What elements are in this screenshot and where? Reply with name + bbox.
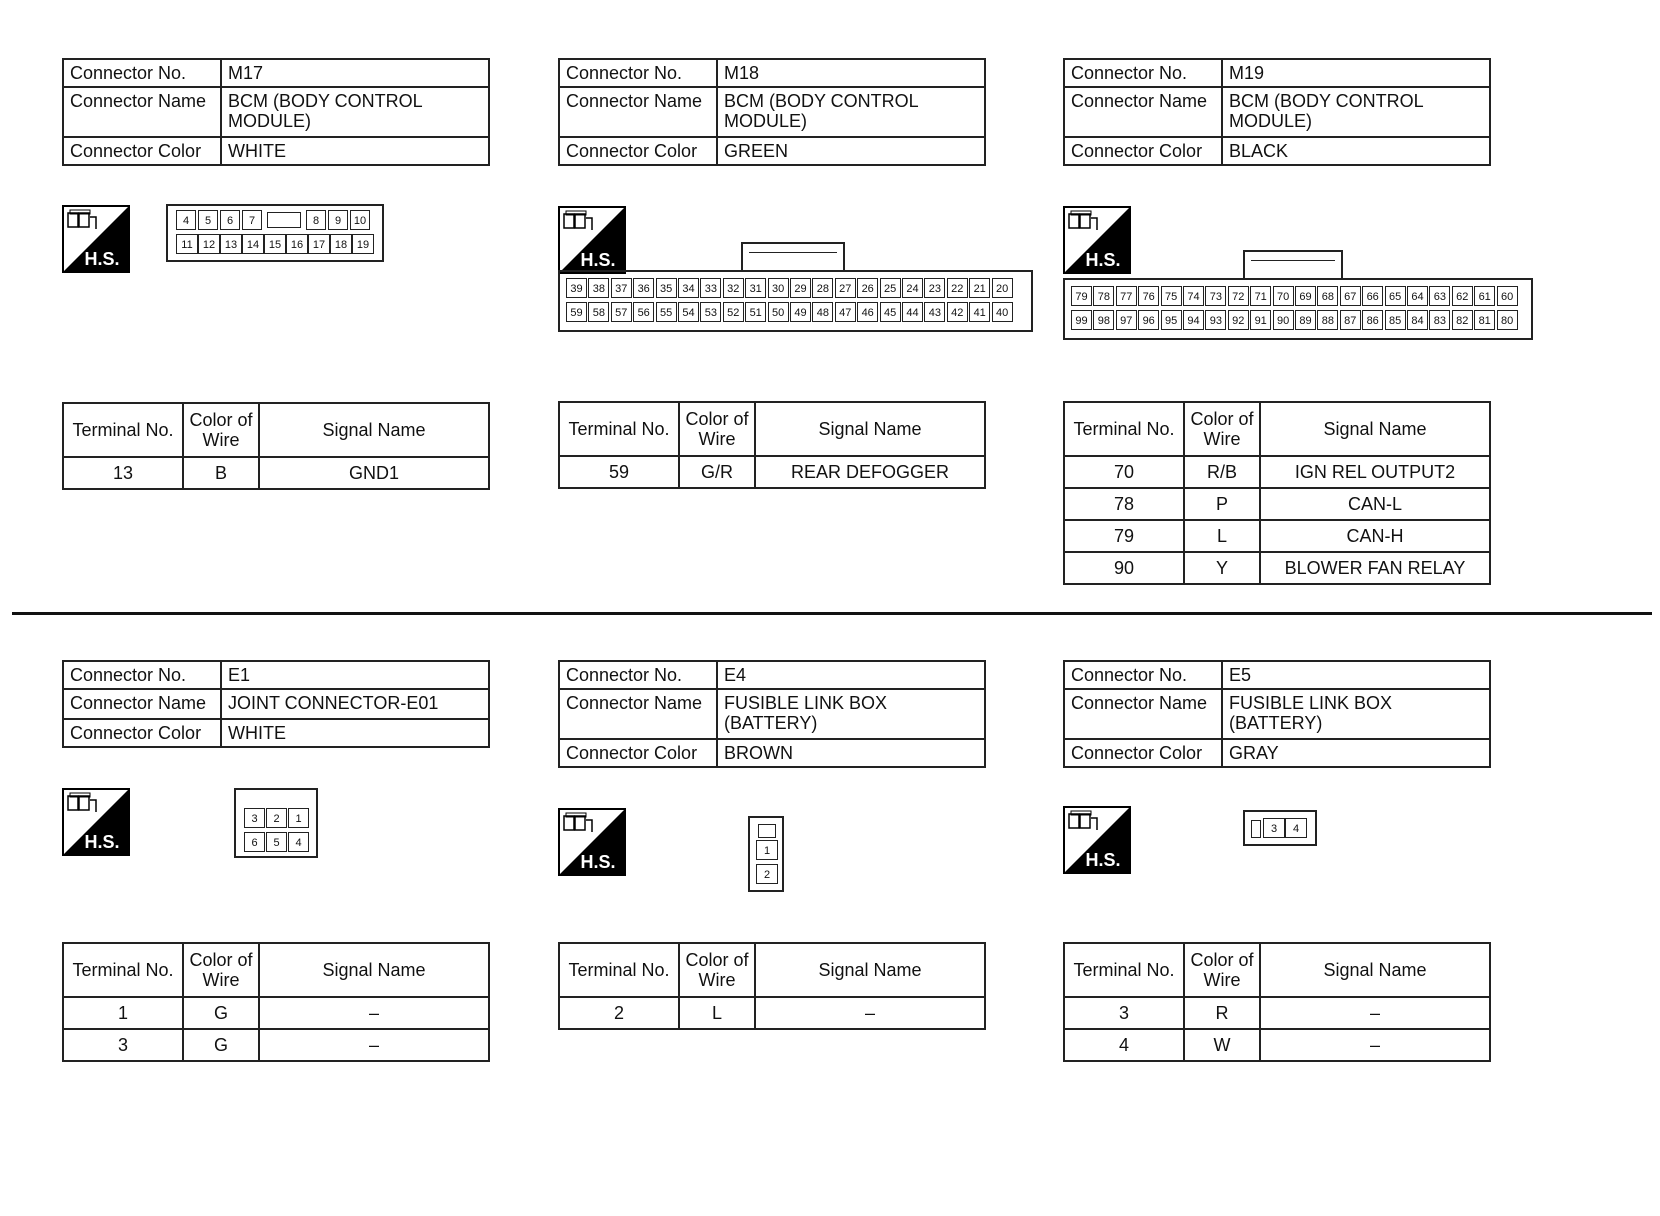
connector-no-row xyxy=(1064,661,1490,689)
connector-pin: 62 xyxy=(1452,286,1473,306)
connector-no-label: Connector No. xyxy=(559,59,717,87)
terminal-no-cell: 3 xyxy=(63,1029,183,1061)
signal-name-cell: – xyxy=(259,1029,489,1061)
latch-arrow xyxy=(1251,260,1335,261)
connector-name-label: Connector Name xyxy=(63,87,221,137)
connector-pin: 79 xyxy=(1071,286,1092,306)
signal-name-cell: IGN REL OUTPUT2 xyxy=(1260,456,1490,488)
connector-pin: 5 xyxy=(198,210,218,230)
table-row xyxy=(1064,520,1490,552)
connector-pin: 40 xyxy=(992,302,1013,322)
connector-pin: 39 xyxy=(566,278,587,298)
hs-label: H.S. xyxy=(1085,850,1121,870)
terminal-table-header xyxy=(63,943,489,997)
table-row xyxy=(559,456,985,488)
connector-latch xyxy=(741,242,845,272)
wire-color-cell: G xyxy=(183,1029,259,1061)
connector-name-row xyxy=(63,689,489,719)
wire-color-cell: R/B xyxy=(1184,456,1260,488)
connector-block-e1 xyxy=(62,660,532,1080)
connector-pin: 82 xyxy=(1452,310,1473,330)
connector-pin: 42 xyxy=(947,302,968,322)
connector-pin: 44 xyxy=(902,302,923,322)
connector-pin: 73 xyxy=(1205,286,1226,306)
connector-pin: 2 xyxy=(266,808,287,828)
connector-no-label: Connector No. xyxy=(559,661,717,689)
hs-label: H.S. xyxy=(1085,250,1121,270)
connector-face xyxy=(1063,278,1533,340)
connector-pin: 2 xyxy=(756,864,778,884)
connector-pin: 54 xyxy=(678,302,699,322)
connector-color-row xyxy=(1064,739,1490,767)
connector-face-e1 xyxy=(234,788,318,858)
terminal-table xyxy=(62,402,490,490)
connector-pin: 28 xyxy=(812,278,833,298)
wire-color-cell: B xyxy=(183,457,259,489)
connector-color-label: Connector Color xyxy=(63,137,221,165)
connector-latch xyxy=(1243,250,1343,280)
connector-pin: 61 xyxy=(1474,286,1495,306)
connector-pin: 92 xyxy=(1228,310,1249,330)
connector-pin: 23 xyxy=(924,278,945,298)
connector-no-value: M17 xyxy=(221,59,489,87)
connector-info-table xyxy=(1063,660,1491,768)
connector-pin: 17 xyxy=(308,234,330,254)
connector-pin: 4 xyxy=(176,210,196,230)
connector-pin: 7 xyxy=(242,210,262,230)
table-row xyxy=(559,997,985,1029)
table-row xyxy=(1064,456,1490,488)
connector-pin: 99 xyxy=(1071,310,1092,330)
connector-pin: 53 xyxy=(700,302,721,322)
connector-pin: 52 xyxy=(723,302,744,322)
connector-pin: 55 xyxy=(656,302,677,322)
connector-name-row xyxy=(559,689,985,739)
connector-pin: 8 xyxy=(306,210,326,230)
connector-no-value: E1 xyxy=(221,661,489,689)
connector-pin: 6 xyxy=(244,832,265,852)
signal-name-header: Signal Name xyxy=(755,943,985,997)
table-row xyxy=(63,997,489,1029)
terminal-no-header: Terminal No. xyxy=(559,943,679,997)
connector-pin: 58 xyxy=(588,302,609,322)
connector-pin: 4 xyxy=(288,832,309,852)
signal-name-cell: BLOWER FAN RELAY xyxy=(1260,552,1490,584)
connector-name-label: Connector Name xyxy=(559,689,717,739)
connector-name-value: BCM (BODY CONTROL MODULE) xyxy=(717,87,985,137)
connector-block-e4 xyxy=(558,660,1028,1080)
connector-pin: 9 xyxy=(328,210,348,230)
connector-color-row xyxy=(559,137,985,165)
latch-arrow xyxy=(749,252,837,253)
connector-no-value: M19 xyxy=(1222,59,1490,87)
connector-no-label: Connector No. xyxy=(63,661,221,689)
connector-pin: 22 xyxy=(947,278,968,298)
connector-name-value: BCM (BODY CONTROL MODULE) xyxy=(221,87,489,137)
terminal-table xyxy=(62,942,490,1062)
connector-pin: 59 xyxy=(566,302,587,322)
terminal-table-header xyxy=(63,403,489,457)
connector-pin: 18 xyxy=(330,234,352,254)
connector-pin: 72 xyxy=(1228,286,1249,306)
connector-pin: 70 xyxy=(1273,286,1294,306)
color-of-wire-header: Color of Wire xyxy=(679,943,755,997)
terminal-table-header xyxy=(559,402,985,456)
hs-harness-side-icon xyxy=(62,205,130,273)
hs-harness-side-icon xyxy=(1063,206,1131,274)
hs-harness-side-icon xyxy=(62,788,130,856)
connector-pin: 41 xyxy=(969,302,990,322)
connector-pin: 75 xyxy=(1161,286,1182,306)
connector-color-row xyxy=(63,137,489,165)
connector-pin: 68 xyxy=(1317,286,1338,306)
connector-pin: 19 xyxy=(352,234,374,254)
color-of-wire-header: Color of Wire xyxy=(1184,943,1260,997)
connector-name-label: Connector Name xyxy=(1064,689,1222,739)
connector-no-row xyxy=(1064,59,1490,87)
connector-pin: 15 xyxy=(264,234,286,254)
terminal-no-header: Terminal No. xyxy=(63,403,183,457)
connector-face-e4 xyxy=(748,816,784,892)
connector-pin: 5 xyxy=(266,832,287,852)
wire-color-cell: R xyxy=(1184,997,1260,1029)
connector-pin: 85 xyxy=(1385,310,1406,330)
signal-name-header: Signal Name xyxy=(259,403,489,457)
signal-name-header: Signal Name xyxy=(259,943,489,997)
connector-pin: 90 xyxy=(1273,310,1294,330)
connector-pin: 84 xyxy=(1407,310,1428,330)
connector-info-table xyxy=(62,58,490,166)
signal-name-header: Signal Name xyxy=(755,402,985,456)
terminal-no-cell: 1 xyxy=(63,997,183,1029)
hs-harness-side-icon xyxy=(1063,806,1131,874)
connector-pin: 57 xyxy=(611,302,632,322)
connector-pin: 80 xyxy=(1497,310,1518,330)
connector-pin: 33 xyxy=(700,278,721,298)
connector-pin: 10 xyxy=(350,210,370,230)
wire-color-cell: P xyxy=(1184,488,1260,520)
wire-color-cell: L xyxy=(679,997,755,1029)
hs-label: H.S. xyxy=(580,250,616,270)
connector-pin: 3 xyxy=(244,808,265,828)
connector-pin: 93 xyxy=(1205,310,1226,330)
connector-pin: 97 xyxy=(1116,310,1137,330)
connector-name-row xyxy=(559,87,985,137)
connector-info-table xyxy=(558,58,986,166)
color-of-wire-header: Color of Wire xyxy=(183,943,259,997)
connector-pin: 69 xyxy=(1295,286,1316,306)
connector-color-row xyxy=(63,719,489,747)
terminal-no-cell: 4 xyxy=(1064,1029,1184,1061)
table-row xyxy=(63,457,489,489)
signal-name-cell: – xyxy=(1260,1029,1490,1061)
table-row xyxy=(1064,552,1490,584)
connector-pin: 50 xyxy=(768,302,789,322)
connector-pin: 14 xyxy=(242,234,264,254)
connector-latch xyxy=(1251,820,1261,838)
terminal-table-header xyxy=(559,943,985,997)
signal-name-header: Signal Name xyxy=(1260,943,1490,997)
connector-name-row xyxy=(63,87,489,137)
connector-face-m17 xyxy=(166,204,384,262)
connector-pin: 46 xyxy=(857,302,878,322)
signal-name-cell: CAN-H xyxy=(1260,520,1490,552)
connector-block-e5 xyxy=(1063,660,1533,1080)
table-row xyxy=(1064,997,1490,1029)
connector-no-value: E4 xyxy=(717,661,985,689)
connector-pin: 26 xyxy=(857,278,878,298)
terminal-table xyxy=(558,942,986,1030)
connector-latch xyxy=(758,824,776,838)
connector-color-row xyxy=(559,739,985,767)
connector-pin: 13 xyxy=(220,234,242,254)
connector-pin: 6 xyxy=(220,210,240,230)
connector-no-value: E5 xyxy=(1222,661,1490,689)
terminal-no-cell: 2 xyxy=(559,997,679,1029)
terminal-no-cell: 79 xyxy=(1064,520,1184,552)
connector-pin: 77 xyxy=(1116,286,1137,306)
table-row xyxy=(63,1029,489,1061)
connector-pin: 51 xyxy=(745,302,766,322)
connector-pin: 96 xyxy=(1138,310,1159,330)
connector-pin: 47 xyxy=(835,302,856,322)
terminal-table-header xyxy=(1064,943,1490,997)
terminal-no-header: Terminal No. xyxy=(1064,402,1184,456)
wire-color-cell: Y xyxy=(1184,552,1260,584)
connector-pin: 95 xyxy=(1161,310,1182,330)
signal-name-cell: – xyxy=(755,997,985,1029)
connector-color-value: WHITE xyxy=(221,137,489,165)
color-of-wire-header: Color of Wire xyxy=(679,402,755,456)
connector-pin: 63 xyxy=(1429,286,1450,306)
connector-name-label: Connector Name xyxy=(1064,87,1222,137)
connector-face-e5 xyxy=(1243,810,1317,846)
connector-block-m19 xyxy=(1063,58,1533,598)
connector-color-value: GREEN xyxy=(717,137,985,165)
connector-pin: 37 xyxy=(611,278,632,298)
connector-color-row xyxy=(1064,137,1490,165)
connector-no-row xyxy=(63,59,489,87)
terminal-table-header xyxy=(1064,402,1490,456)
hs-label: H.S. xyxy=(84,249,120,269)
connector-pin: 45 xyxy=(880,302,901,322)
connector-color-value: BLACK xyxy=(1222,137,1490,165)
connector-pin: 60 xyxy=(1497,286,1518,306)
wire-color-cell: W xyxy=(1184,1029,1260,1061)
connector-name-label: Connector Name xyxy=(559,87,717,137)
connector-color-label: Connector Color xyxy=(1064,739,1222,767)
terminal-table xyxy=(1063,401,1491,585)
hs-label: H.S. xyxy=(84,832,120,852)
connector-pin: 3 xyxy=(1263,818,1285,838)
connector-pin: 34 xyxy=(678,278,699,298)
terminal-no-header: Terminal No. xyxy=(559,402,679,456)
connector-color-label: Connector Color xyxy=(559,739,717,767)
terminal-no-header: Terminal No. xyxy=(1064,943,1184,997)
connector-pin: 4 xyxy=(1285,818,1307,838)
connector-pin: 30 xyxy=(768,278,789,298)
connector-pin: 66 xyxy=(1362,286,1383,306)
hs-label: H.S. xyxy=(580,852,616,872)
connector-pin: 83 xyxy=(1429,310,1450,330)
connector-face xyxy=(558,270,1033,332)
connector-pin: 43 xyxy=(924,302,945,322)
connector-pin: 76 xyxy=(1138,286,1159,306)
wire-color-cell: G/R xyxy=(679,456,755,488)
signal-name-cell: GND1 xyxy=(259,457,489,489)
terminal-no-cell: 3 xyxy=(1064,997,1184,1029)
connector-pin: 25 xyxy=(880,278,901,298)
connector-color-value: BROWN xyxy=(717,739,985,767)
connector-pin: 29 xyxy=(790,278,811,298)
signal-name-cell: – xyxy=(1260,997,1490,1029)
connector-pin: 36 xyxy=(633,278,654,298)
connector-pin: 89 xyxy=(1295,310,1316,330)
connector-name-row xyxy=(1064,87,1490,137)
hs-harness-side-icon xyxy=(558,206,626,274)
terminal-no-cell: 90 xyxy=(1064,552,1184,584)
connector-name-label: Connector Name xyxy=(63,689,221,719)
connector-color-value: GRAY xyxy=(1222,739,1490,767)
connector-pin: 31 xyxy=(745,278,766,298)
connector-no-value: M18 xyxy=(717,59,985,87)
connector-pin: 11 xyxy=(176,234,198,254)
connector-pin: 81 xyxy=(1474,310,1495,330)
connector-pin: 1 xyxy=(288,808,309,828)
color-of-wire-header: Color of Wire xyxy=(183,403,259,457)
signal-name-header: Signal Name xyxy=(1260,402,1490,456)
connector-info-table xyxy=(558,660,986,768)
connector-block-m18 xyxy=(558,58,1028,498)
connector-block-m17 xyxy=(62,58,532,498)
connector-pin: 1 xyxy=(756,840,778,860)
connector-pin: 20 xyxy=(992,278,1013,298)
signal-name-cell: CAN-L xyxy=(1260,488,1490,520)
connector-info-table xyxy=(62,660,490,748)
terminal-no-cell: 70 xyxy=(1064,456,1184,488)
table-row xyxy=(1064,488,1490,520)
connector-latch xyxy=(267,212,301,228)
connector-color-label: Connector Color xyxy=(1064,137,1222,165)
connector-pin: 98 xyxy=(1093,310,1114,330)
terminal-no-cell: 13 xyxy=(63,457,183,489)
connector-name-row xyxy=(1064,689,1490,739)
connector-pin: 35 xyxy=(656,278,677,298)
hs-harness-side-icon xyxy=(558,808,626,876)
terminal-table xyxy=(558,401,986,489)
color-of-wire-header: Color of Wire xyxy=(1184,402,1260,456)
connector-name-value: FUSIBLE LINK BOX (BATTERY) xyxy=(1222,689,1490,739)
connector-pin: 48 xyxy=(812,302,833,322)
connector-color-label: Connector Color xyxy=(63,719,221,747)
terminal-no-cell: 78 xyxy=(1064,488,1184,520)
connector-pin: 56 xyxy=(633,302,654,322)
connector-no-row xyxy=(63,661,489,689)
connector-info-table xyxy=(1063,58,1491,166)
connector-pin: 71 xyxy=(1250,286,1271,306)
connector-no-label: Connector No. xyxy=(1064,59,1222,87)
connector-no-label: Connector No. xyxy=(63,59,221,87)
table-row xyxy=(1064,1029,1490,1061)
connector-name-value: FUSIBLE LINK BOX (BATTERY) xyxy=(717,689,985,739)
connector-pin: 65 xyxy=(1385,286,1406,306)
connector-no-label: Connector No. xyxy=(1064,661,1222,689)
section-divider xyxy=(12,612,1652,615)
connector-no-row xyxy=(559,661,985,689)
signal-name-cell: REAR DEFOGGER xyxy=(755,456,985,488)
terminal-no-header: Terminal No. xyxy=(63,943,183,997)
terminal-no-cell: 59 xyxy=(559,456,679,488)
connector-pin: 86 xyxy=(1362,310,1383,330)
connector-pin: 78 xyxy=(1093,286,1114,306)
connector-pin: 24 xyxy=(902,278,923,298)
connector-pin: 94 xyxy=(1183,310,1204,330)
connector-name-value: JOINT CONNECTOR-E01 xyxy=(221,689,489,719)
connector-pin: 64 xyxy=(1407,286,1428,306)
connector-color-value: WHITE xyxy=(221,719,489,747)
terminal-table xyxy=(1063,942,1491,1062)
wire-color-cell: L xyxy=(1184,520,1260,552)
connector-pin: 21 xyxy=(969,278,990,298)
connector-pin: 88 xyxy=(1317,310,1338,330)
connector-name-value: BCM (BODY CONTROL MODULE) xyxy=(1222,87,1490,137)
connector-pin: 27 xyxy=(835,278,856,298)
signal-name-cell: – xyxy=(259,997,489,1029)
connector-pin: 12 xyxy=(198,234,220,254)
connector-no-row xyxy=(559,59,985,87)
connector-color-label: Connector Color xyxy=(559,137,717,165)
connector-pin: 67 xyxy=(1340,286,1361,306)
connector-pin: 16 xyxy=(286,234,308,254)
wire-color-cell: G xyxy=(183,997,259,1029)
connector-pin: 49 xyxy=(790,302,811,322)
connector-pin: 74 xyxy=(1183,286,1204,306)
connector-pin: 91 xyxy=(1250,310,1271,330)
connector-pin: 38 xyxy=(588,278,609,298)
connector-pin: 87 xyxy=(1340,310,1361,330)
connector-pin: 32 xyxy=(723,278,744,298)
